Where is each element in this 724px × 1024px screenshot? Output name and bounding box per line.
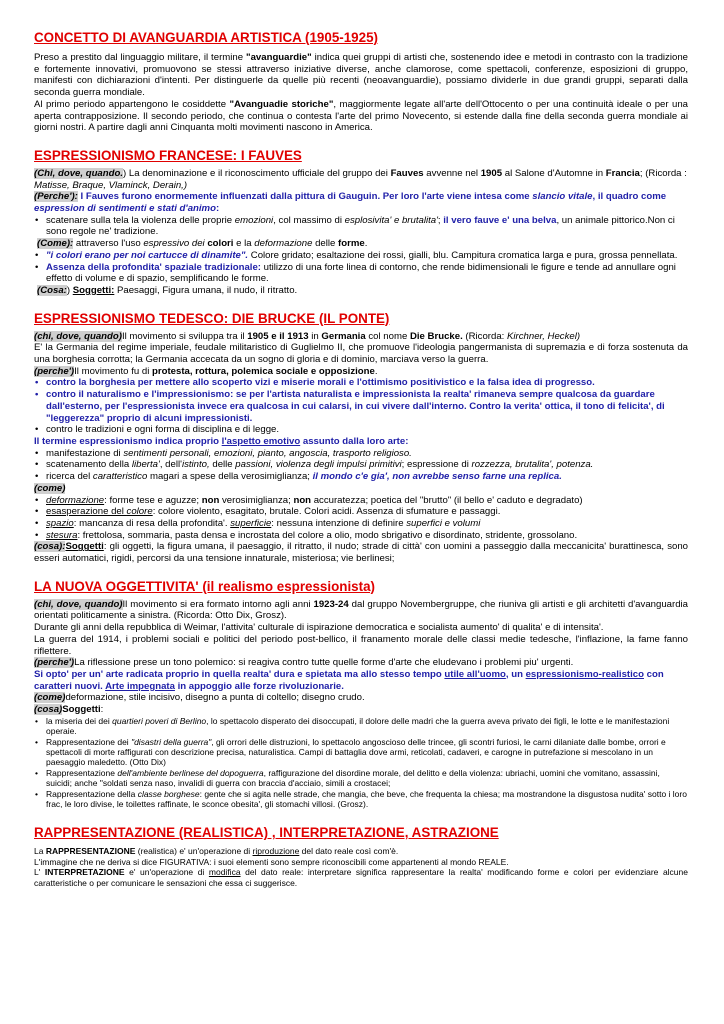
list-item — [34, 471, 688, 483]
bullet-list — [34, 448, 688, 483]
text: forme — [338, 238, 365, 250]
text: verosimiglianza; — [219, 494, 294, 506]
text: , dell' — [159, 459, 182, 471]
text: . — [364, 238, 368, 250]
tag: (Perche'): — [34, 191, 78, 203]
text: manifestazione di — [46, 447, 124, 459]
list-item — [34, 518, 688, 530]
paragraph — [34, 436, 688, 448]
text: ; espressione di — [401, 459, 472, 471]
text: 1905 — [480, 167, 503, 179]
list-item — [34, 495, 688, 507]
text: Si opto' per un' arte radicata proprio in quella realta' dura e spietata ma allo stesso tempo — [34, 668, 445, 680]
text: colori — [204, 238, 234, 250]
bullet-list — [34, 495, 688, 542]
text: espressionismo-realistico — [525, 668, 644, 680]
list-item: • contro il naturalismo e l'impressionismo: se per l'artista naturalista e impressionista la realta' rimaneva sempre qualcosa da guardare dall'esterno, per l'espressionista invece era qualcosa in cui calarsi, in cui vivere dall'interno. Contro la verita' ottica, il tono di felicita', di "leggerezza" proprio di alcuni impressionisti. — [34, 389, 688, 424]
text: : gente che si agita nelle strade, che mangia, che beve, che frequenta la chiesa; ma mostrandone la disgustosa nudita' sotto i loro frac, le loro divise, le toilettes raffinate, le sconce obesita', gli stomachi villosi. (Grosz). — [46, 788, 687, 809]
text: colore — [126, 506, 153, 518]
text: Soggetti: — [72, 284, 115, 296]
text: , col massimo di — [273, 214, 345, 226]
text: delle — [312, 238, 339, 250]
paragraph — [34, 867, 688, 888]
text: indica quei gruppi di artisti che, sostenendo idee e metodi in contrasto con la tradizione e fortemente innovativi, promuovono se stessi attraverso iniziative diverse, anche clamorose, come spettacoli, conferenze, esposizioni di gruppo, manifesti con dichiarazioni d'intenti. Per distinguerle da quelle più recenti (neoavanguardie), possiamo dividerle in due grandi gruppi, separati dalla seconda guerra mondiale. — [34, 52, 688, 99]
text: : frettolosa, sommaria, pasta densa e incrostata del colore a olio, modo sbrigativo e disordinato, stridente, grossolano. — [77, 529, 578, 541]
paragraph: E' la Germania del regime imperiale, feudale militaristico di Guglielmo II, che promuove l'ideologia pangermanista di supremazia e di forza sostenuta da una borghesia corrotta; la Germania accecata da un sogno di gloria e di dominio, marciava verso la guerra. — [34, 342, 688, 366]
text: esasperazione del — [46, 506, 127, 518]
text: avvenne nel — [423, 167, 481, 179]
text: La riflessione prese un tono polemico: si reagiva contro tutte quelle forme d'arte che eludevano i problemi piu' urgenti. — [74, 657, 574, 669]
text: scatenamento della — [46, 459, 132, 471]
text: ; (Ricorda : — [639, 167, 687, 179]
text: deformazione, stile incisivo, disegno a punta di coltello; disegno crudo. — [65, 692, 365, 704]
text: Colore gridato; esaltazione dei rossi, gialli, blu. Campitura cromatica larga e pura, grossa pennellata. — [248, 249, 678, 261]
text: del dato reale così com'è. — [299, 846, 399, 857]
text: Arte impegnata — [105, 680, 175, 692]
text: stesura — [46, 529, 78, 541]
paragraph — [34, 657, 688, 669]
text: : forme tese e aguzze; — [104, 494, 202, 506]
tag: (Come): — [37, 238, 74, 250]
text: deformazione — [46, 494, 105, 506]
text: "i colori erano per noi cartucce di dinamite". — [46, 249, 249, 261]
text: spazio — [46, 517, 74, 529]
text: e' un'operazione di — [124, 867, 209, 878]
text: ; — [437, 214, 444, 226]
text: attraverso l'uso — [73, 238, 144, 250]
paragraph — [34, 846, 688, 856]
paragraph — [34, 168, 688, 191]
tag: (come) — [34, 482, 66, 494]
bullet-list — [34, 215, 688, 238]
text: sentimenti personali, emozioni, pianto, angoscia, trasporto religioso. — [123, 447, 412, 459]
tag: (perche') — [34, 657, 75, 669]
text: : mancanza di resa della profondita'. — [73, 517, 231, 529]
list-item — [34, 262, 688, 285]
text: : — [100, 704, 104, 716]
text: protesta, rottura, polemica sociale e opposizione — [152, 365, 375, 377]
text: scatenare sulla tela la violenza delle proprie — [46, 214, 235, 226]
text: Rappresentazione della — [46, 788, 138, 799]
text: ) La denominazione e il riconoscimento ufficiale del gruppo dei — [123, 167, 391, 179]
list-item: • contro le tradizioni e ogni forma di disciplina e di legge. — [34, 424, 688, 436]
text: "avanguardie" — [246, 52, 312, 63]
text: ) — [66, 284, 73, 296]
text: Rappresentazione — [46, 767, 118, 778]
section-title-avanguardia: CONCETTO DI AVANGUARDIA ARTISTICA (1905-1925) — [34, 30, 378, 45]
text: passioni, violenza degli impulsi primitivi — [235, 459, 402, 471]
text: accuratezza; poetica del "brutto" (il bello e' caduto e degradato) — [311, 494, 583, 506]
tag: (chi, dove, quando) — [34, 330, 122, 342]
text: riproduzione — [252, 846, 300, 857]
text: I Fauves furono enormemente influenzati dalla pittura di Gauguin. Per loro l'arte viene intesa come — [77, 191, 533, 203]
tag: (come) — [34, 692, 66, 704]
list-item — [34, 530, 688, 542]
text: superficie — [230, 517, 272, 529]
text: deformazione — [254, 238, 313, 250]
paragraph — [34, 99, 688, 134]
text: Germania — [321, 330, 366, 342]
text: Assenza della profondita' spaziale tradizionale: — [46, 261, 261, 273]
list-item — [34, 737, 688, 768]
bullet-list — [34, 716, 688, 810]
section-title-fauves: ESPRESSIONISMO FRANCESE: I FAUVES — [34, 147, 302, 163]
text: non — [201, 494, 220, 506]
text: Il movimento fu di — [74, 365, 152, 377]
paragraph — [34, 331, 688, 343]
text: con caratteri nuovi. — [34, 668, 664, 692]
text: , il quadro come — [592, 191, 667, 203]
text: Francia — [605, 167, 640, 179]
text: liberta' — [131, 459, 160, 471]
list-item: • contro la borghesia per mettere allo scoperto vizi e miserie morali e l'ottimismo positivistico e la falsa idea di progresso. — [34, 377, 688, 389]
text: rozzezza, brutalita', potenza. — [471, 459, 594, 471]
list-item — [34, 459, 688, 471]
list-item — [34, 250, 688, 262]
text: istinto, — [181, 459, 210, 471]
text: col nome — [365, 330, 410, 342]
text: Die Brucke. — [409, 330, 463, 342]
text: slancio vitale — [532, 191, 593, 203]
list-item — [34, 768, 688, 789]
text: (realistica) e' un'operazione di — [135, 846, 253, 857]
text: Il movimento si era formato intorno agli anni — [122, 598, 314, 610]
text: La — [34, 846, 46, 857]
paragraph: L'immagine che ne deriva si dice FIGURATIVA: i suoi elementi sono sempre riconoscibili come appartenenti al mondo REALE. — [34, 856, 509, 867]
list-item — [34, 789, 688, 810]
text: : colore violento, esagitato, brutale. Colori acidi. Assenza di sfumature e passaggi. — [152, 506, 501, 518]
paragraph: La guerra del 1914, i problemi sociali e politici del periodo post-bellico, il franamento morale delle classi medie tedesche, l'inflazione, la fame fanno riflettere. — [34, 633, 688, 657]
tag: (chi, dove, quando) — [34, 598, 123, 610]
paragraph — [34, 238, 688, 250]
text: esplosivita' e brutalita' — [344, 214, 438, 226]
paragraph: Durante gli anni della repubblica di Weimar, l'attivita' culturale di ispirazione democratica e socialista aumento' di qualita' e di intensita'. — [34, 622, 604, 634]
text: Fauves — [390, 167, 424, 179]
text: emozioni — [234, 214, 274, 226]
text: del dato reale: interpretare significa rappresentare la realta' modificando forme e colori per evidenziare alcune caratteristiche o per comunicare le sensazioni che essa ci suggerisce. — [34, 867, 688, 888]
text: "disastri della guerra" — [131, 736, 212, 747]
document-page — [34, 30, 688, 888]
text: , lo spettacolo disperato dei disoccupati, il dolore delle madri che la guerra aveva privato dei figli, le lotte e le manifestazioni operaie. — [46, 715, 670, 737]
paragraph — [34, 599, 688, 622]
paragraph — [34, 541, 688, 564]
text: espressivo dei — [143, 238, 205, 250]
text: Rappresentazione dei — [46, 736, 132, 747]
text: : nessuna intenzione di definire — [271, 517, 407, 529]
text: dal gruppo Novembergruppe, che riuniva gli artisti e gli architetti d'avanguardia orientati politicamente a sinistra. (Ricorda: Otto Dix, Grosz). — [34, 598, 688, 622]
tag: (cosa): — [34, 541, 66, 553]
text: superfici e volumi — [406, 517, 481, 529]
text: , un animale pittorico.Non ci sono regole ne' tradizione. — [46, 214, 675, 238]
paragraph — [34, 669, 688, 692]
text: utile all'uomo — [444, 668, 506, 680]
text: magari a spese della verosimiglianza; — [147, 471, 313, 483]
text: "Avanguadie storiche" — [229, 98, 334, 110]
text: 1923-24 — [313, 598, 349, 610]
paragraph — [34, 285, 688, 297]
text: 1905 e il 1913 — [247, 330, 309, 342]
text: ricerca del — [46, 471, 93, 483]
text: non — [293, 494, 312, 506]
tag: (Cosa: — [37, 284, 67, 296]
paragraph — [34, 191, 688, 214]
text: : gli oggetti, la figura umana, il paesaggio, il ritratto, il nudo; strade di città' con uomini a passeggio dalla meccanicita' burattinesca, sono esseri automatici, rigidi, percorsi da una tensione innaturale, misteriosa; vie berlinesi; — [34, 541, 688, 565]
bullet-list — [34, 424, 688, 436]
text: il mondo c'e gia', non avrebbe senso farne una replica. — [312, 471, 562, 483]
text: . — [374, 365, 378, 377]
text: Il termine espressionismo indica proprio — [34, 435, 222, 447]
paragraph — [34, 483, 688, 495]
text: Preso a prestito dal linguaggio militare, il termine — [34, 52, 247, 63]
section-title-rappresentazione: RAPPRESENTAZIONE (REALISTICA) , INTERPRETAZIONE, ASTRAZIONE — [34, 825, 499, 841]
text: al Salone d'Automne in — [502, 167, 606, 179]
text: in — [308, 330, 322, 342]
text: classe borghese — [137, 788, 200, 799]
tag: (cosa) — [34, 704, 63, 716]
text: assunto dalla loro arte: — [300, 435, 409, 447]
text: caratteristico — [92, 471, 148, 483]
text: modifica — [208, 867, 241, 878]
text: : — [215, 203, 220, 215]
text: (Ricorda: — [462, 330, 507, 342]
text: L' — [34, 867, 45, 878]
section-title-brucke: ESPRESSIONISMO TEDESCO: DIE BRUCKE (IL PONTE) — [34, 310, 390, 326]
text: e la — [233, 238, 255, 250]
text: l'aspetto emotivo — [221, 435, 301, 447]
text: , maggiormente legate all'arte dell'Ottocento o per una continuità ideale o per una aperta contrapposizione. Il secondo periodo, che continua o contesta l'arte del primo Novecento, si estende dalla fine della seconda guerra mondiale ai giorni nostri. A partire dagli anni Cinquanta molti movimenti nascono in America. — [34, 98, 689, 134]
list-item — [34, 215, 688, 238]
text: Soggetti — [62, 704, 101, 716]
text: delle — [209, 459, 236, 471]
tag: (perche') — [34, 365, 75, 377]
text: espression di sentimenti e stati d'animo — [34, 203, 216, 215]
text: quartieri poveri di Berlino — [112, 715, 207, 726]
text: , gli orrori delle distruzioni, lo spettacolo angoscioso delle trincee, gli scontri furiosi, le carni dilaniate dalle bombe, orrori e spettacoli di morte raffigurati con descrizione precisa, naturalistica. Campi di battaglia dove armi, reticolati, cadaveri, e carogne in putrefazione si mescolano in un paesaggio maledetto. (Otto Dix) — [46, 736, 666, 768]
text: il vero fauve e' una belva — [443, 214, 557, 226]
paragraph — [34, 692, 688, 704]
text: Matisse, Braque, Vlaminck, Derain,) — [34, 179, 188, 191]
paragraph — [34, 366, 688, 378]
text: RAPPRESENTAZIONE — [45, 846, 136, 857]
text: dell'ambiente berlinese del dopoguerra — [117, 767, 264, 778]
text: INTERPRETAZIONE — [44, 867, 125, 878]
paragraph — [34, 704, 688, 716]
text: Al primo periodo appartengono le cosiddette — [34, 98, 230, 110]
bullet-list — [34, 250, 688, 285]
text: Il movimento si sviluppa tra il — [121, 330, 248, 342]
list-item — [34, 506, 688, 518]
text: Kirchner, Heckel) — [507, 330, 581, 342]
bullet-list — [34, 377, 688, 424]
text: la miseria dei dei — [46, 715, 113, 726]
list-item — [34, 716, 688, 737]
section-title-nuova-oggettivita: LA NUOVA OGGETTIVITA' (il realismo espressionista) — [34, 578, 375, 594]
paragraph — [34, 52, 688, 99]
text: Paesaggi, Figura umana, il nudo, il ritratto. — [114, 284, 298, 296]
text: , raffigurazione del disordine morale, del delitto e della violenza: ubriachi, uomini che vomitano, assassini, suicidi; anche "soldati senza naso, invalidi di guerra con braccia d'acciaio, simili a crostacei; — [46, 767, 660, 789]
tag: (Chi, dove, quando. — [34, 167, 124, 179]
text: in appoggio alle forze rivoluzionarie. — [174, 680, 344, 692]
text: utilizzo di una forte linea di contorno, che rende bidimensionali le figure e tende ad annullare ogni effetto di volume e di spazio, semplificando le forme. — [46, 261, 676, 285]
list-item — [34, 448, 688, 460]
text: , un — [505, 668, 526, 680]
text: Soggetti — [65, 541, 104, 553]
